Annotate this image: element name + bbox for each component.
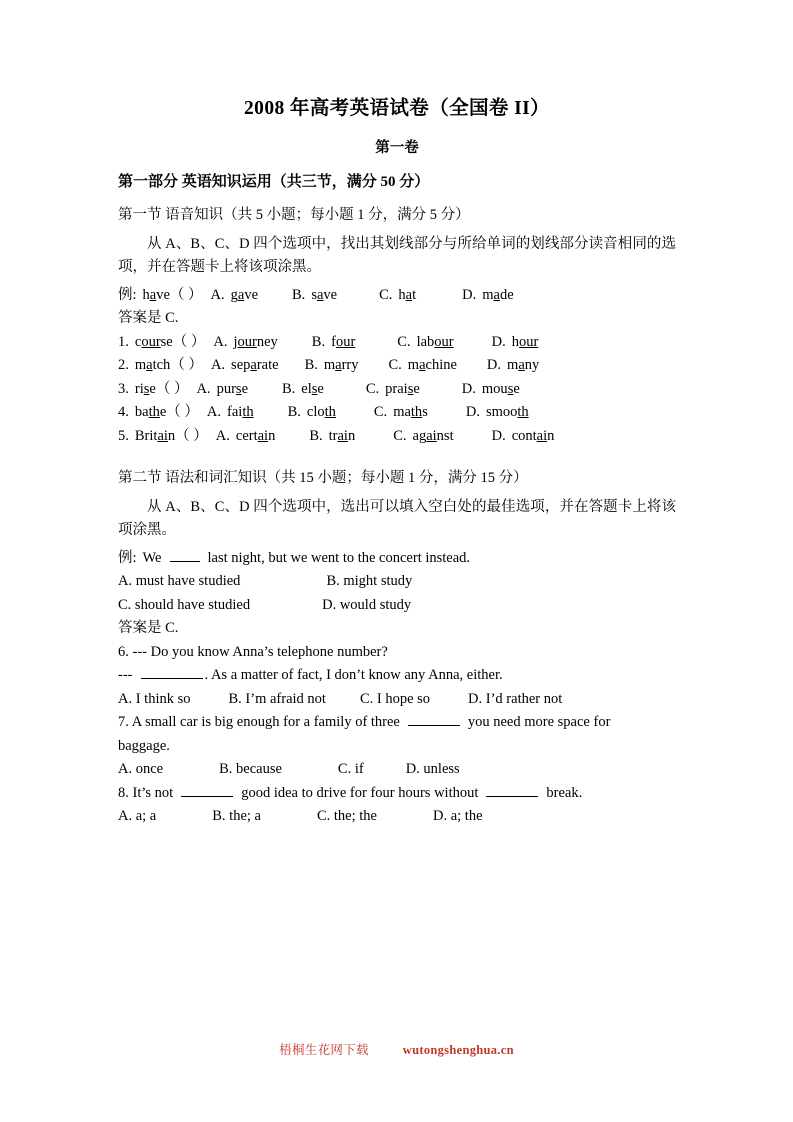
- option-pre: lab: [416, 333, 435, 350]
- section-gap: [118, 448, 676, 468]
- question-number: 5.: [118, 427, 129, 444]
- example-answer-paren: （ ）: [169, 286, 203, 303]
- option-letter: C.: [388, 357, 402, 374]
- section-one-example: [118, 284, 676, 307]
- option-d: D. I’d rather not: [468, 690, 563, 707]
- option-letter: A.: [215, 427, 230, 444]
- answer-paren[interactable]: （ ）: [172, 333, 206, 350]
- option-letter: B.: [309, 427, 323, 444]
- option-pre: mou: [481, 380, 508, 397]
- option-pre: m: [323, 357, 336, 374]
- option-b: B. because: [219, 761, 282, 778]
- option-letter: B.: [287, 404, 301, 421]
- question-8-line: [118, 782, 676, 805]
- question-number: 2.: [118, 357, 129, 374]
- option-post: n: [268, 427, 276, 444]
- option-pre: sep: [231, 357, 251, 374]
- section-two-instruction: 从 A、B、C、D 四个选项中，选出可以填入空白处的最佳选项，并在答题卡上将该项涂黑。: [118, 498, 676, 539]
- question-4: [118, 401, 676, 424]
- question-1: [118, 331, 676, 354]
- option-c: C. I hope so: [359, 690, 431, 707]
- option-post: chine: [425, 357, 457, 374]
- option-pre: clo: [306, 404, 325, 421]
- option-letter: B.: [292, 286, 306, 303]
- stem-post: e: [149, 380, 156, 397]
- option-letter: D.: [465, 404, 480, 421]
- option-pre: pur: [216, 380, 236, 397]
- question-6-line-2: [118, 664, 676, 687]
- option-post: t: [412, 286, 417, 303]
- option-b: B. I’m afraid not: [228, 690, 326, 707]
- question-2: [118, 354, 676, 377]
- option-post: e: [317, 380, 324, 397]
- option-underlined: ai: [536, 427, 548, 444]
- option-post: n: [347, 427, 356, 444]
- stem-post: n: [167, 427, 176, 444]
- stem-pre: ba: [134, 404, 149, 421]
- option-underlined: a: [316, 286, 324, 303]
- option-letter: A.: [210, 357, 226, 374]
- answer-blank[interactable]: [486, 782, 538, 796]
- option-post: rry: [341, 357, 359, 374]
- option-letter: B.: [304, 357, 318, 374]
- option-underlined: ai: [426, 427, 437, 444]
- question-6-options: [118, 688, 676, 711]
- option-letter: C.: [397, 333, 411, 350]
- question-5: [118, 425, 676, 448]
- option-underlined: ai: [337, 427, 348, 444]
- option-letter: B.: [311, 333, 326, 350]
- option-a: A. once: [118, 761, 164, 778]
- question-6-line-1: 6. --- Do you know Anna’s telephone number?: [118, 643, 388, 660]
- example-stem-underlined: a: [149, 286, 157, 303]
- answer-paren[interactable]: （ ）: [166, 404, 199, 421]
- option-letter: D.: [491, 427, 506, 444]
- option-post: ve: [244, 286, 259, 303]
- example-label: 例:: [118, 549, 137, 566]
- option-pre: cert: [235, 427, 258, 444]
- section-one-heading: 第一节 语音知识（共 5 小题；每小题 1 分，满分 5 分）: [118, 206, 470, 223]
- stem-underlined: our: [141, 333, 161, 350]
- stem-pre: Brit: [134, 427, 158, 444]
- option-a: A. I think so: [118, 690, 191, 707]
- option-d: D. unless: [405, 761, 460, 778]
- example-label: 例:: [118, 286, 137, 303]
- footer-site-name-cn: 梧桐生花网下载: [279, 1043, 369, 1057]
- option-letter: C.: [379, 286, 393, 303]
- stem-pre: m: [134, 357, 147, 374]
- paper-subtitle: 第一卷: [375, 140, 419, 157]
- question-number: 3.: [118, 380, 129, 397]
- stem-underlined: a: [146, 357, 153, 374]
- question-7-options: [118, 758, 676, 781]
- option-post: rate: [256, 357, 279, 374]
- option-post: de: [499, 286, 514, 303]
- question-8-head: 8. It’s not: [118, 784, 174, 801]
- question-3: [118, 378, 676, 401]
- answer-paren[interactable]: （ ）: [170, 357, 203, 374]
- stem-pre: ri: [134, 380, 144, 397]
- question-7-line: [118, 711, 676, 734]
- option-underlined: a: [493, 286, 500, 303]
- answer-blank[interactable]: [408, 712, 460, 726]
- option-underlined: th: [410, 404, 423, 421]
- option-a: A. must have studied: [118, 573, 241, 590]
- option-underlined: our: [335, 333, 356, 350]
- option-letter: D.: [461, 380, 476, 397]
- option-c: C. should have studied: [118, 596, 251, 613]
- stem-pre: c: [134, 333, 142, 350]
- option-pre: m: [407, 357, 420, 374]
- answer-paren[interactable]: （ ）: [155, 380, 189, 397]
- option-letter: B.: [282, 380, 296, 397]
- section-two-example-options-row-2: [118, 594, 676, 617]
- option-post: ney: [256, 333, 278, 350]
- answer-paren[interactable]: （ ）: [175, 427, 208, 444]
- option-underlined: th: [324, 404, 336, 421]
- option-underlined: th: [517, 404, 529, 421]
- stem-underlined: s: [143, 380, 150, 397]
- option-underlined: a: [335, 357, 342, 374]
- document-content: [118, 96, 676, 829]
- example-stem-post: last night, but we went to the concert instead.: [207, 549, 471, 566]
- option-pre: s: [311, 286, 317, 303]
- option-letter: A.: [196, 380, 211, 397]
- question-number: 4.: [118, 404, 129, 421]
- question-7-head: 7. A small car is big enough for a family of three: [118, 714, 400, 731]
- dialogue-dash: ---: [118, 667, 133, 684]
- section-two-heading: 第二节 语法和词汇知识（共 15 小题；每小题 1 分，满分 15 分）: [118, 470, 528, 487]
- option-pre: h: [511, 333, 519, 350]
- option-underlined: our: [519, 333, 539, 350]
- option-underlined: our: [434, 333, 454, 350]
- stem-post: se: [160, 333, 173, 350]
- question-6-tail: . As a matter of fact, I don’t know any Anna, either.: [204, 667, 503, 684]
- option-pre: j: [233, 333, 238, 350]
- option-pre: fai: [227, 404, 243, 421]
- section-two-example: [118, 547, 676, 570]
- part-one-heading: 第一部分 英语知识运用（共三节，满分 50 分）: [118, 174, 430, 191]
- option-letter: C.: [365, 380, 380, 397]
- question-7-continuation: baggage.: [118, 737, 170, 754]
- option-b: B. the; a: [212, 808, 261, 825]
- option-post: nst: [436, 427, 454, 444]
- stem-post: tch: [152, 357, 171, 374]
- option-pre: cont: [511, 427, 537, 444]
- option-underlined: a: [419, 357, 426, 374]
- option-underlined: ai: [257, 427, 269, 444]
- question-8-options: [118, 805, 676, 828]
- option-letter: D.: [486, 357, 502, 374]
- option-pre: h: [398, 286, 406, 303]
- option-underlined: th: [242, 404, 254, 421]
- option-pre: tr: [328, 427, 338, 444]
- option-letter: C.: [393, 427, 407, 444]
- option-underlined: s: [407, 380, 414, 397]
- stem-underlined: ai: [157, 427, 168, 444]
- option-post: e: [513, 380, 520, 397]
- question-7-tail: you need more space for: [467, 714, 611, 731]
- option-underlined: s: [235, 380, 242, 397]
- option-b: B. might study: [326, 573, 413, 590]
- option-post: e: [413, 380, 420, 397]
- option-pre: ma: [393, 404, 411, 421]
- option-d: D. a; the: [433, 808, 483, 825]
- option-underlined: s: [507, 380, 514, 397]
- option-letter: C.: [373, 404, 388, 421]
- option-letter: D.: [491, 333, 506, 350]
- option-c: C. if: [337, 761, 364, 778]
- question-number: 1.: [118, 333, 129, 350]
- option-pre: g: [230, 286, 238, 303]
- page-title: 2008 年高考英语试卷（全国卷 II）: [244, 98, 550, 119]
- option-underlined: a: [250, 357, 257, 374]
- option-c: C. the; the: [316, 808, 377, 825]
- option-post: ve: [323, 286, 338, 303]
- option-pre: el: [301, 380, 312, 397]
- option-underlined: a: [518, 357, 525, 374]
- option-underlined: a: [237, 286, 245, 303]
- page-footer-watermark: [0, 1040, 793, 1058]
- option-pre: f: [331, 333, 336, 350]
- option-post: ny: [524, 357, 540, 374]
- footer-site-url: wutongshenghua.cn: [402, 1043, 514, 1057]
- option-pre: ag: [412, 427, 427, 444]
- option-a: A. a; a: [118, 808, 157, 825]
- option-post: s: [422, 404, 428, 421]
- option-letter: D.: [462, 286, 477, 303]
- section-one-instruction: 从 A、B、C、D 四个选项中，找出其划线部分与所给单词的划线部分读音相同的选项，并在答题卡上将该项涂黑。: [118, 235, 676, 276]
- stem-underlined: th: [148, 404, 160, 421]
- option-underlined: s: [311, 380, 318, 397]
- option-pre: m: [507, 357, 519, 374]
- example-stem-pre: h: [142, 286, 150, 303]
- option-pre: smoo: [485, 404, 518, 421]
- option-post: n: [547, 427, 555, 444]
- option-post: e: [241, 380, 248, 397]
- stem-post: e: [159, 404, 167, 421]
- example-stem-post: ve: [156, 286, 170, 303]
- question-8-mid: good idea to drive for four hours without: [241, 784, 479, 801]
- option-letter: A.: [206, 404, 222, 421]
- section-one-example-answer: 答案是 C.: [118, 310, 179, 327]
- answer-blank[interactable]: [141, 665, 203, 679]
- question-8-tail: break.: [546, 784, 583, 801]
- option-d: D. would study: [322, 596, 412, 613]
- section-two-example-options-row-1: [118, 570, 676, 593]
- option-underlined: our: [237, 333, 257, 350]
- option-underlined: a: [405, 286, 413, 303]
- option-pre: m: [482, 286, 494, 303]
- answer-blank[interactable]: [170, 547, 200, 561]
- option-letter: A.: [210, 286, 225, 303]
- option-letter: A.: [213, 333, 228, 350]
- section-two-example-answer: 答案是 C.: [118, 620, 179, 637]
- option-pre: prai: [385, 380, 408, 397]
- answer-blank[interactable]: [181, 782, 233, 796]
- example-stem-pre: We: [142, 549, 162, 566]
